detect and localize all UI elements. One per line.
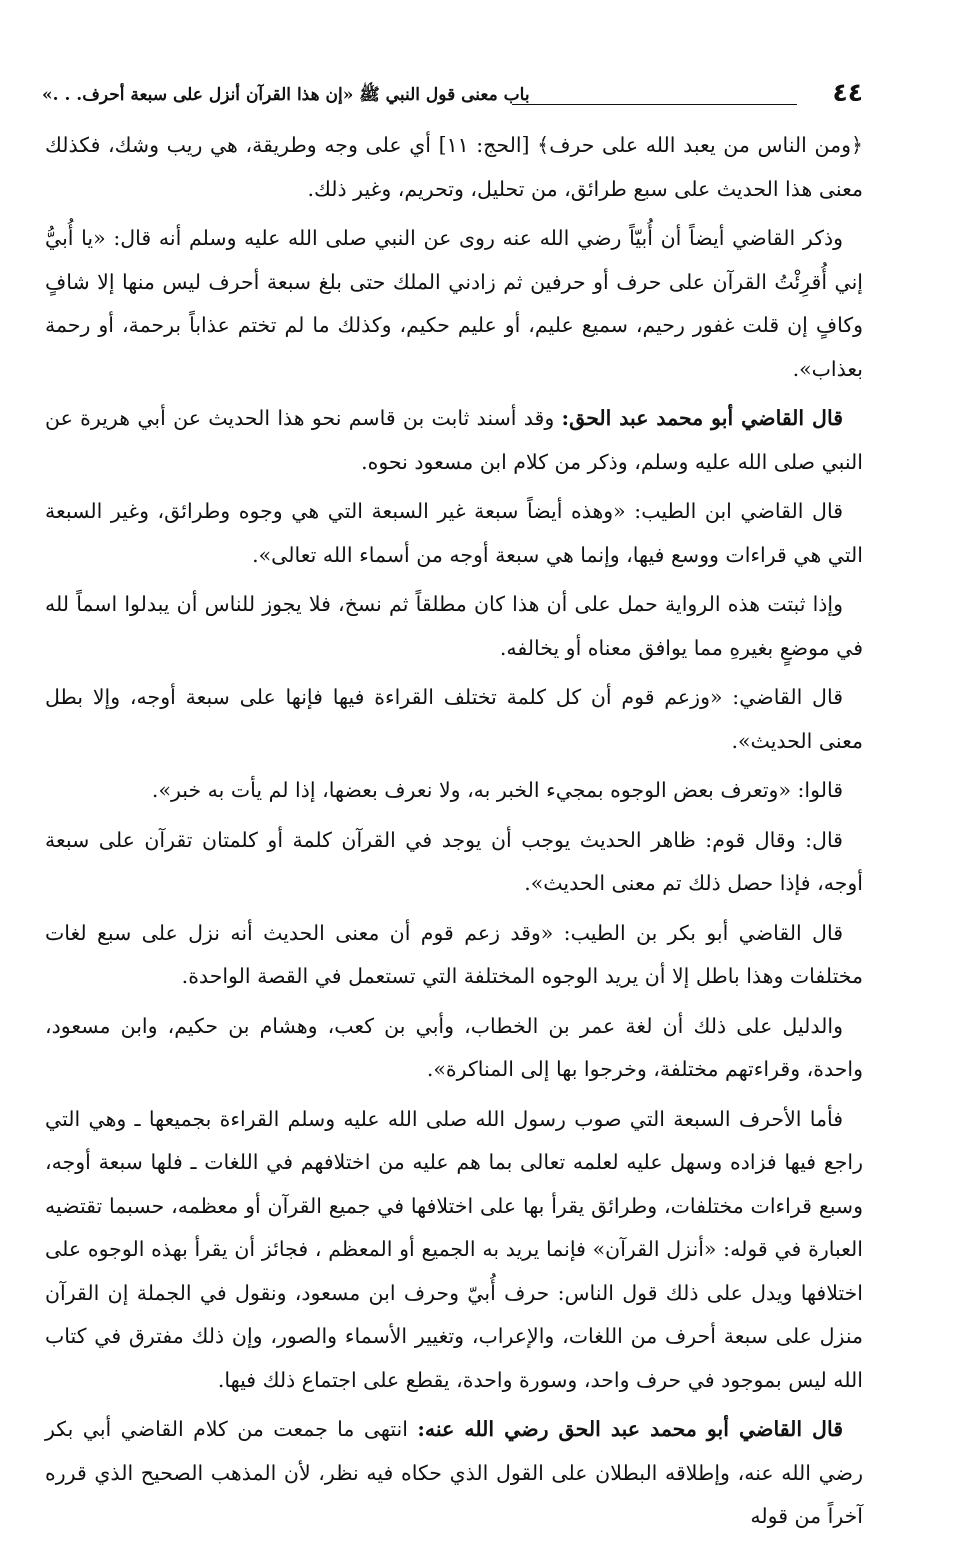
- paragraph: [45, 1005, 863, 1092]
- paragraph: [45, 1098, 863, 1403]
- paragraph-text: والدليل على ذلك أن لغة عمر بن الخطاب، وأبي بن كعب، وهشام بن حكيم، وابن مسعود، واحدة، وقراءتهم مختلفة، وخرجوا بها إلى المناكرة».: [45, 1013, 863, 1081]
- paragraph-text: فأما الأحرف السبعة التي صوب رسول الله صلى الله عليه وسلم القراءة بجميعها ـ وهي التي راجع فيها فزاده وسهل عليه لعلمه تعالى بما هم عليه من اختلافهم في اللغات ـ فلها سبعة أوجه، وسبع قراءات مختلفات، وطرائق يقرأ بها على اختلافها في جميع القرآن أو معظمه، حسبما تقتضيه العبارة في قوله: «أنزل القرآن» فإنما يريد به الجميع أو المعظم ، فجائز أن يقرأ بهذه الوجوه على اختلافها ويدل على ذلك قول الناس: حرف أُبيّ وحرف ابن مسعود، ونقول في الجملة إن القرآن منزل على سبعة أحرف من اللغات، والإعراب، وتغيير الأسماء والصور، وإن ذلك مفترق في كتاب الله ليس بموجود في حرف واحد، وسورة واحدة، يقطع على اجتماع ذلك فيها.: [45, 1106, 863, 1392]
- paragraph-text: ﴿ومن الناس من يعبد الله على حرف﴾ [الحج: ١١] أي على وجه وطريقة، هي ريب وشك، فكذلك معنى هذا الحديث على سبع طرائق، من تحليل، وتحريم، وغير ذلك.: [45, 133, 863, 201]
- paragraph: [45, 490, 863, 577]
- page-number: ٤٤: [832, 78, 863, 107]
- paragraph-text: وذكر القاضي أيضاً أن أُبيّاً رضي الله عنه روى عن النبي صلى الله عليه وسلم أنه قال: «يا أُبيُّ إني أُقرِئْتُ القرآن على حرف أو حرفين ثم زادني الملك حتى بلغ سبعة أحرف ليس منها إلا شافٍ وكافٍ إن قلت غفور رحيم، سميع عليم، أو عليم حكيم، وكذلك ما لم تختم عذاباً برحمة، أو رحمة بعذاب».: [45, 226, 864, 381]
- paragraph: [45, 1408, 863, 1539]
- paragraph: [45, 397, 863, 484]
- paragraph-text: قال: وقال قوم: ظاهر الحديث يوجب أن يوجد في القرآن كلمة أو كلمتان تقرآن على سبعة أوجه، فإذا حصل ذلك تم معنى الحديث».: [45, 827, 863, 895]
- paragraph: [45, 912, 863, 999]
- paragraph-text: قال القاضي: «وزعم قوم أن كل كلمة تختلف القراءة فيها فإنها على سبعة أوجه، وإلا بطل معنى الحديث».: [45, 685, 863, 753]
- paragraph: [45, 819, 863, 906]
- running-head: [42, 78, 863, 116]
- paragraph-text: قال القاضي ابن الطيب: «وهذه أيضاً سبعة غير السبعة التي هي وجوه وطرائق، وغير السبعة التي هي قراءات ووسع فيها، وإنما هي سبعة أوجه من أسماء الله تعالى».: [45, 499, 863, 567]
- paragraph-lead: قال القاضي أبو محمد عبد الحق:: [561, 406, 843, 430]
- running-title: باب معنى قول النبي ﷺ «إن هذا القرآن أنزل على سبعة أحرف. . .»: [42, 85, 530, 105]
- paragraph: [45, 583, 863, 670]
- body-text: [45, 124, 863, 1545]
- paragraph-text: قال القاضي أبو بكر بن الطيب: «وقد زعم قوم أن معنى الحديث أنه نزل على سبع لغات مختلفات وهذا باطل إلا أن يريد الوجوه المختلفة التي تستعمل في القصة الواحدة.: [45, 920, 863, 988]
- paragraph: [45, 217, 863, 391]
- paragraph-text: وإذا ثبتت هذه الرواية حمل على أن هذا كان مطلقاً ثم نسخ، فلا يجوز للناس أن يبدلوا اسماً لله في موضعٍ بغيرهِ مما يوافق معناه أو يخالفه.: [45, 592, 863, 660]
- paragraph-text: انتهى ما جمعت من كلام القاضي أبي بكر رضي الله عنه، وإطلاقه البطلان على القول الذي حكاه فيه نظر، لأن المذهب الصحيح الذي قرره آخراً من قوله: [45, 1417, 863, 1528]
- paragraph-text: قالوا: «وتعرف بعض الوجوه بمجيء الخبر به، ولا نعرف بعضها، إذا لم يأت به خبر».: [151, 778, 843, 802]
- paragraph-text: وقد أسند ثابت بن قاسم نحو هذا الحديث عن أبي هريرة عن النبي صلى الله عليه وسلم، وذكر من كلام ابن مسعود نحوه.: [45, 406, 863, 474]
- paragraph: [45, 676, 863, 763]
- paragraph: [45, 124, 863, 211]
- paragraph-lead: قال القاضي أبو محمد عبد الحق رضي الله عنه:: [417, 1417, 843, 1441]
- paragraph: [45, 769, 863, 813]
- header-rule: [512, 104, 797, 105]
